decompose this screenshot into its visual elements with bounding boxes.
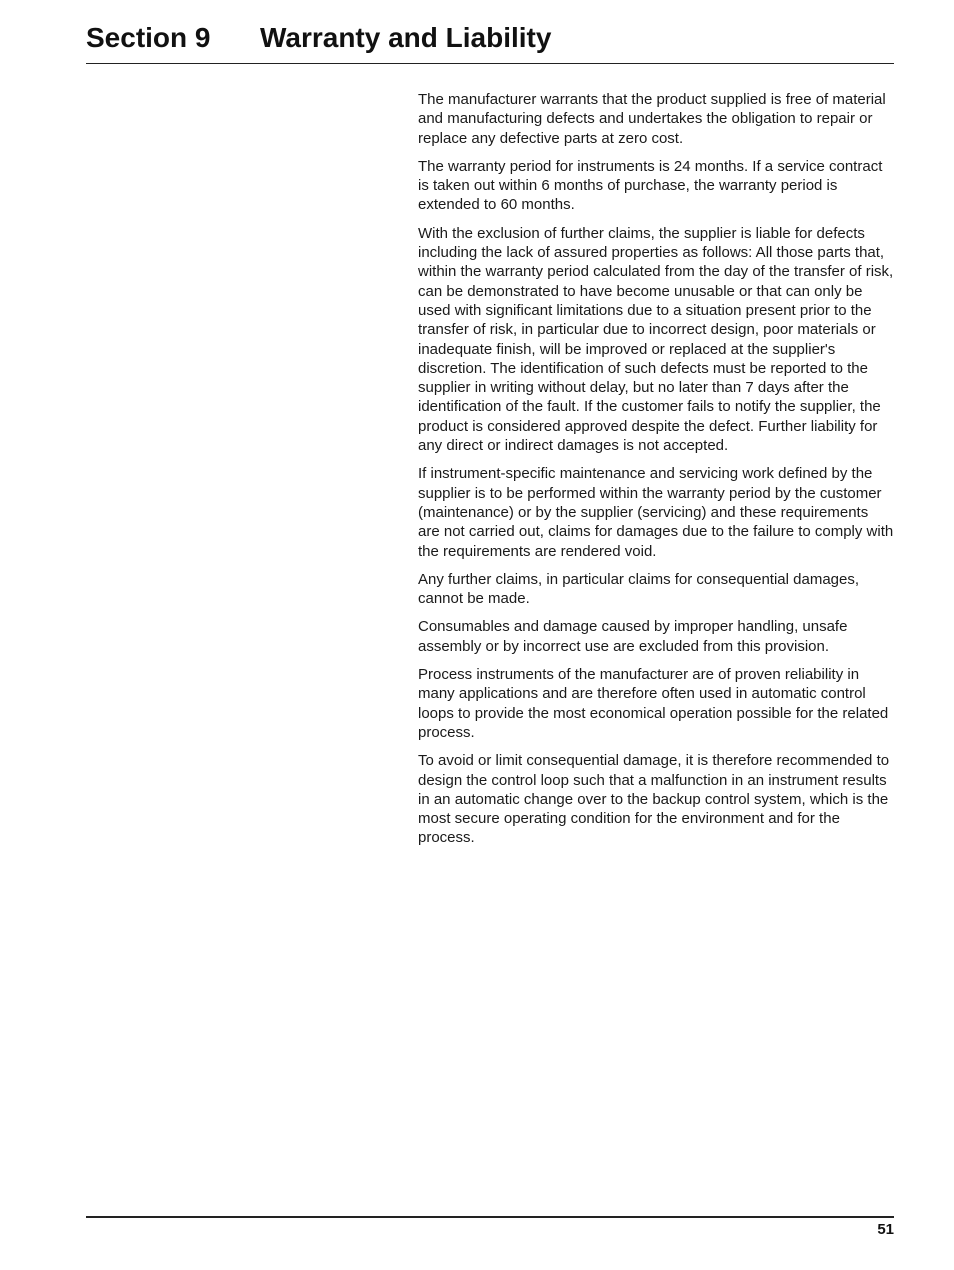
section-number: Section 9 xyxy=(86,22,211,53)
page-number: 51 xyxy=(877,1221,894,1238)
paragraph-further-claims: Any further claims, in particular claims for consequential damages, cannot be made. xyxy=(418,570,860,608)
paragraph-warranty-period: The warranty period for instruments is 24 months. If a service contract is taken out within 6 months of purchase, the warranty period is extended to 60 months. xyxy=(418,157,883,214)
body-text-column xyxy=(418,90,894,857)
paragraph-maintenance-requirements: If instrument-specific maintenance and servicing work defined by the supplier is to be performed within the warranty period by the customer (maintenance) or by the supplier (servicing) and these requirements are not carried out, claims for damages due to the failure to comply with the requirements are rendered void. xyxy=(418,465,894,560)
footer-divider xyxy=(86,1216,894,1218)
paragraph-consumables-exclusion: Consumables and damage caused by improper handling, unsafe assembly or by incorrect use are excluded from this provision. xyxy=(418,618,848,655)
paragraph-consequential-damage: To avoid or limit consequential damage, it is therefore recommended to design the control loop such that a malfunction in an instrument results in an automatic change over to the backup control system, which is the most secure operating condition for the environment and for the process. xyxy=(418,752,890,847)
paragraph-liability-defects: With the exclusion of further claims, the supplier is liable for defects including the lack of assured properties as follows: All those parts that, within the warranty period calculated from the day of the transfer of risk, can be demonstrated to have become unusable or that can only be used with significant limitations due to a situation present prior to the transfer of risk, in particular due to incorrect design, poor materials or inadequate finish, will be improved or replaced at the supplier's discretion. The identification of such defects must be reported to the supplier in writing without delay, but no later than 7 days after the identification of the fault. If the customer fails to notify the supplier, the product is considered approved despite the defect. Further liability for any direct or indirect damages is not accepted. xyxy=(418,224,894,455)
paragraph-reliability: Process instruments of the manufacturer are of proven reliability in many applications and are therefore often used in automatic control loops to provide the most economical operation possible for the related process. xyxy=(418,666,889,741)
section-title: Warranty and Liability xyxy=(260,22,552,53)
paragraph-warranty-scope: The manufacturer warrants that the product supplied is free of material and manufacturing defects and undertakes the obligation to repair or replace any defective parts at zero cost. xyxy=(418,91,886,147)
page-header xyxy=(86,20,894,64)
